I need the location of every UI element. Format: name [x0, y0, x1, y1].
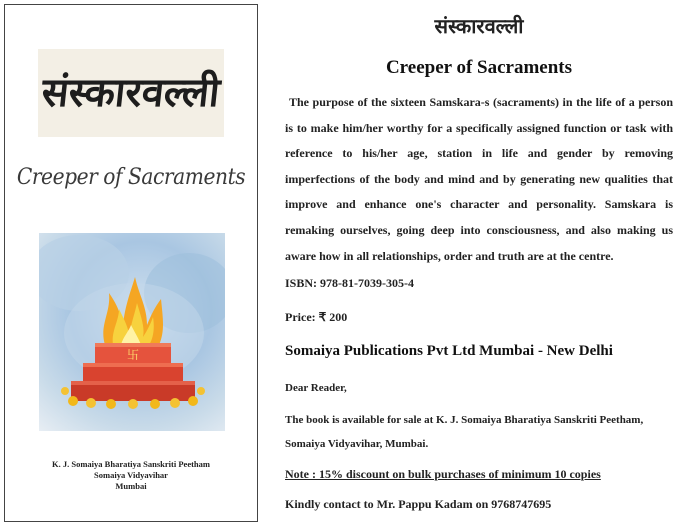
english-title: Creeper of Sacraments [385, 57, 573, 78]
discount-note: Note : 15% discount on bulk purchases of minimum 10 copies [285, 467, 601, 482]
hindi-title: संस्कारवल्ली [434, 14, 524, 38]
cover-publisher-line: Mumbai [115, 481, 147, 491]
availability-text: The book is available for sale at K. J. Somaiya Bharatiya Sanskriti Peetham, [285, 414, 644, 427]
cover-publisher-line: Somaiya Vidyavihar [94, 470, 168, 480]
havan-kund-illustration [39, 233, 225, 431]
location-text: Somaiya Vidyavihar, Mumbai. [285, 438, 429, 451]
book-description: The purpose of the sixteen Samskara-s (sacraments) in the life of a person is to make him/her worthy for a specifically assigned function or task with reference to his/her age, station in life and gender by removing imperfections of the body and mind and by generating new qualities that improve and enhance one's character and personality. Samskara is remaking ourselves, going deep into consciousness, and also making us aware how in all relationships, order and truth are at the centre. [285, 95, 673, 263]
cover-logo [38, 49, 224, 137]
cover-title: Creeper of Sacraments [16, 165, 246, 190]
cover-logo-text: संस्कारवल्ली [39, 70, 223, 116]
book-cover [4, 4, 258, 522]
salutation: Dear Reader, [285, 382, 347, 395]
cover-publisher [5, 459, 257, 492]
svg-text:卐: 卐 [126, 348, 140, 362]
book-details [285, 12, 673, 512]
havan-kund-icon [39, 233, 225, 431]
contact-info: Kindly contact to Mr. Pappu Kadam on 9768747695 [285, 497, 552, 512]
price: Price: ₹ 200 [285, 310, 348, 325]
publisher-name: Somaiya Publications Pvt Ltd Mumbai - New Delhi [285, 343, 613, 360]
cover-publisher-line: K. J. Somaiya Bharatiya Sanskriti Peetham [52, 459, 210, 469]
isbn: ISBN: 978-81-7039-305-4 [285, 276, 414, 291]
